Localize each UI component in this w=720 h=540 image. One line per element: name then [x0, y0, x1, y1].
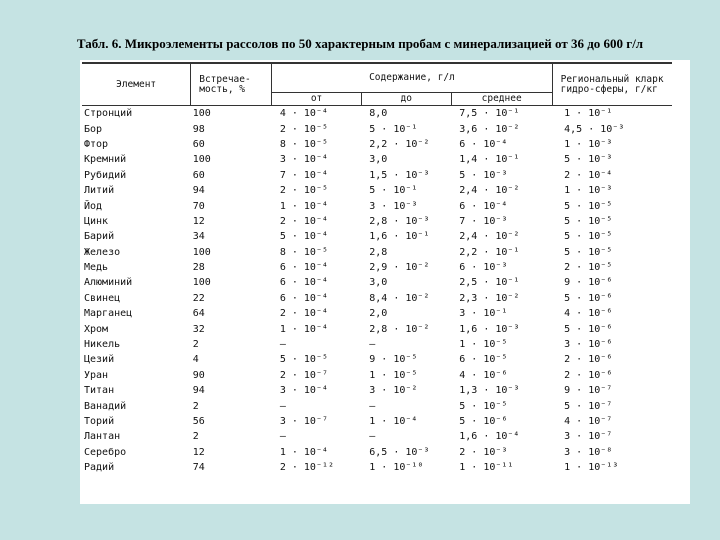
- header-frequency: Встречае-мость, %: [191, 63, 272, 106]
- cell-element: Свинец: [84, 292, 121, 304]
- cell-clarke: 1 · 10⁻¹³: [564, 462, 619, 474]
- cell-element: Медь: [84, 262, 109, 274]
- cell-to: 1 · 10⁻⁴: [369, 416, 418, 427]
- cell-element: Стронций: [84, 108, 133, 120]
- cell-clarke: 5 · 10⁻⁵: [564, 215, 613, 227]
- table-row: [82, 429, 672, 444]
- cell-frequency: 70: [192, 200, 205, 212]
- cell-from: 1 · 10⁻⁴: [279, 323, 328, 335]
- cell-frequency: 4: [192, 354, 199, 366]
- header-to: до: [361, 93, 451, 106]
- cell-element: Рубидий: [84, 169, 127, 181]
- cell-average: 1,3 · 10⁻³: [459, 385, 520, 397]
- cell-average: 5 · 10⁻⁵: [459, 400, 508, 412]
- cell-clarke: 2 · 10⁻⁶: [564, 369, 613, 381]
- table-caption: Табл. 6. Микроэлементы рассолов по 50 характерным пробам с минерализацией от 36 до 600 г/л: [76, 36, 644, 51]
- table-row: [82, 260, 672, 275]
- cell-element: Марганец: [84, 308, 133, 320]
- cell-from: 3 · 10⁻⁷: [279, 416, 328, 427]
- cell-to: 1 · 10⁻⁵: [369, 369, 418, 381]
- table-row: [82, 214, 672, 229]
- cell-clarke: 2 · 10⁻⁴: [564, 169, 613, 181]
- cell-clarke: 9 · 10⁻⁶: [564, 277, 613, 289]
- cell-clarke: 1 · 10⁻¹: [564, 108, 613, 120]
- cell-clarke: 5 · 10⁻⁵: [564, 200, 613, 212]
- microelements-table: [82, 62, 672, 475]
- cell-to: 3 · 10⁻²: [369, 385, 418, 397]
- cell-frequency: 90: [192, 369, 205, 381]
- cell-frequency: 2: [192, 431, 199, 443]
- cell-average: 2,2 · 10⁻¹: [459, 246, 520, 258]
- cell-average: 2,5 · 10⁻¹: [459, 277, 520, 289]
- cell-average: 7,5 · 10⁻¹: [459, 108, 520, 120]
- cell-clarke: 5 · 10⁻³: [564, 154, 613, 166]
- cell-clarke: 5 · 10⁻⁵: [564, 246, 613, 258]
- cell-average: 1,6 · 10⁻³: [459, 323, 520, 335]
- cell-from: 5 · 10⁻⁵: [279, 354, 328, 366]
- cell-average: 1 · 10⁻⁵: [459, 339, 508, 351]
- cell-element: Цезий: [84, 354, 115, 366]
- cell-element: Торий: [84, 416, 115, 427]
- cell-to: —: [369, 431, 376, 443]
- cell-element: Ванадий: [84, 400, 127, 412]
- cell-element: Серебро: [84, 446, 127, 458]
- cell-frequency: 12: [192, 446, 205, 458]
- cell-frequency: 98: [192, 123, 205, 135]
- cell-element: Литий: [84, 185, 115, 197]
- table-row: [82, 275, 672, 290]
- cell-element: Уран: [84, 369, 109, 381]
- cell-from: —: [279, 339, 286, 351]
- cell-element: Алюминий: [84, 277, 133, 289]
- cell-clarke: 2 · 10⁻⁵: [564, 262, 613, 274]
- table-row: [82, 106, 672, 122]
- table-row: [82, 383, 672, 398]
- table-row: [82, 321, 672, 336]
- table-row: [82, 368, 672, 383]
- header-clarke: Региональный кларк гидро-сферы, г/кг: [552, 63, 672, 106]
- cell-from: 6 · 10⁻⁴: [279, 292, 328, 304]
- cell-frequency: 2: [192, 339, 199, 351]
- cell-average: 3 · 10⁻¹: [459, 308, 508, 320]
- cell-clarke: 5 · 10⁻⁶: [564, 323, 613, 335]
- table-row: [82, 183, 672, 198]
- cell-to: 1,6 · 10⁻¹: [369, 231, 430, 243]
- cell-clarke: 3 · 10⁻⁷: [564, 431, 613, 443]
- table-row: [82, 168, 672, 183]
- cell-average: 6 · 10⁻⁵: [459, 354, 508, 366]
- cell-to: 1,5 · 10⁻³: [369, 169, 430, 181]
- cell-to: 2,8: [369, 246, 388, 258]
- header-from: от: [272, 93, 361, 106]
- cell-frequency: 100: [192, 246, 211, 258]
- cell-from: 3 · 10⁻⁴: [279, 385, 328, 397]
- cell-from: —: [279, 431, 286, 443]
- cell-element: Радий: [84, 462, 115, 474]
- cell-to: 2,8 · 10⁻³: [369, 215, 430, 227]
- header-average: среднее: [451, 93, 552, 106]
- cell-frequency: 60: [192, 138, 205, 150]
- table-row: [82, 152, 672, 167]
- cell-average: 6 · 10⁻⁴: [459, 200, 508, 212]
- cell-from: 6 · 10⁻⁴: [279, 262, 328, 274]
- cell-average: 2 · 10⁻³: [459, 446, 508, 458]
- cell-element: Бор: [84, 123, 103, 135]
- cell-frequency: 64: [192, 308, 205, 320]
- cell-to: 3,0: [369, 277, 388, 289]
- cell-to: 8,4 · 10⁻²: [369, 292, 430, 304]
- cell-clarke: 3 · 10⁻⁶: [564, 339, 613, 351]
- cell-average: 5 · 10⁻³: [459, 169, 508, 181]
- cell-to: 5 · 10⁻¹: [369, 123, 418, 135]
- cell-to: 2,2 · 10⁻²: [369, 138, 430, 150]
- cell-clarke: 5 · 10⁻⁵: [564, 231, 613, 243]
- cell-clarke: 4 · 10⁻⁶: [564, 308, 613, 320]
- cell-to: 9 · 10⁻⁵: [369, 354, 418, 366]
- cell-average: 2,4 · 10⁻²: [459, 231, 520, 243]
- cell-to: 2,0: [369, 308, 388, 320]
- table-body: [82, 106, 672, 476]
- cell-to: 3 · 10⁻³: [369, 200, 418, 212]
- cell-clarke: 5 · 10⁻⁷: [564, 400, 613, 412]
- table-scan: [80, 60, 690, 504]
- cell-from: 1 · 10⁻⁴: [279, 446, 328, 458]
- cell-frequency: 2: [192, 400, 199, 412]
- cell-from: 4 · 10⁻⁴: [279, 108, 328, 120]
- cell-from: 7 · 10⁻⁴: [279, 169, 328, 181]
- cell-average: 1 · 10⁻¹¹: [459, 462, 514, 474]
- cell-frequency: 28: [192, 262, 205, 274]
- cell-frequency: 34: [192, 231, 205, 243]
- cell-frequency: 56: [192, 416, 205, 427]
- cell-clarke: 4 · 10⁻⁷: [564, 416, 613, 427]
- cell-to: —: [369, 400, 376, 412]
- cell-from: —: [279, 400, 286, 412]
- cell-element: Цинк: [84, 215, 109, 227]
- cell-average: 2,3 · 10⁻²: [459, 292, 520, 304]
- cell-from: 5 · 10⁻⁴: [279, 231, 328, 243]
- cell-clarke: 4,5 · 10⁻³: [564, 123, 625, 135]
- cell-to: 8,0: [369, 108, 388, 120]
- cell-clarke: 9 · 10⁻⁷: [564, 385, 613, 397]
- cell-element: Лантан: [84, 431, 121, 443]
- cell-from: 2 · 10⁻⁵: [279, 185, 328, 197]
- cell-average: 6 · 10⁻⁴: [459, 138, 508, 150]
- cell-frequency: 32: [192, 323, 205, 335]
- cell-element: Барий: [84, 231, 115, 243]
- cell-clarke: 5 · 10⁻⁶: [564, 292, 613, 304]
- table-row: [82, 229, 672, 244]
- header-element: Элемент: [82, 63, 191, 106]
- cell-from: 2 · 10⁻¹²: [279, 462, 335, 474]
- table-row: [82, 460, 672, 475]
- cell-average: 7 · 10⁻³: [459, 215, 508, 227]
- cell-clarke: 1 · 10⁻³: [564, 185, 613, 197]
- table-row: [82, 137, 672, 152]
- cell-to: 1 · 10⁻¹⁰: [369, 462, 424, 474]
- header-content: Содержание, г/л: [272, 63, 552, 93]
- cell-from: 8 · 10⁻⁵: [279, 138, 328, 150]
- cell-from: 3 · 10⁻⁴: [279, 154, 328, 166]
- cell-average: 1,4 · 10⁻¹: [459, 154, 520, 166]
- cell-from: 1 · 10⁻⁴: [279, 200, 328, 212]
- cell-element: Хром: [84, 323, 109, 335]
- cell-to: —: [369, 339, 376, 351]
- table-row: [82, 352, 672, 367]
- cell-average: 5 · 10⁻⁶: [459, 416, 508, 427]
- cell-to: 3,0: [369, 154, 388, 166]
- cell-element: Железо: [84, 246, 121, 258]
- table-row: [82, 291, 672, 306]
- cell-frequency: 74: [192, 462, 205, 474]
- cell-average: 2,4 · 10⁻²: [459, 185, 520, 197]
- cell-from: 2 · 10⁻⁴: [279, 215, 328, 227]
- cell-to: 6,5 · 10⁻³: [369, 446, 430, 458]
- table-row: [82, 245, 672, 260]
- cell-frequency: 100: [192, 108, 211, 120]
- table-row: [82, 414, 672, 429]
- cell-from: 6 · 10⁻⁴: [279, 277, 328, 289]
- cell-clarke: 3 · 10⁻⁸: [564, 446, 613, 458]
- cell-clarke: 2 · 10⁻⁶: [564, 354, 613, 366]
- cell-frequency: 100: [192, 154, 211, 166]
- cell-average: 3,6 · 10⁻²: [459, 123, 520, 135]
- cell-frequency: 60: [192, 169, 205, 181]
- cell-frequency: 94: [192, 185, 205, 197]
- cell-frequency: 94: [192, 385, 205, 397]
- cell-average: 1,6 · 10⁻⁴: [459, 431, 520, 443]
- cell-frequency: 22: [192, 292, 205, 304]
- cell-element: Йод: [84, 200, 103, 212]
- cell-average: 4 · 10⁻⁶: [459, 369, 508, 381]
- table-row: [82, 337, 672, 352]
- table-row: [82, 398, 672, 413]
- cell-to: 2,9 · 10⁻²: [369, 262, 430, 274]
- cell-frequency: 12: [192, 215, 205, 227]
- cell-to: 5 · 10⁻¹: [369, 185, 418, 197]
- table-row: [82, 198, 672, 213]
- table-row: [82, 306, 672, 321]
- cell-element: Никель: [84, 339, 121, 351]
- cell-element: Кремний: [84, 154, 127, 166]
- cell-clarke: 1 · 10⁻³: [564, 138, 613, 150]
- cell-from: 2 · 10⁻⁷: [279, 369, 328, 381]
- cell-from: 2 · 10⁻⁵: [279, 123, 328, 135]
- cell-element: Титан: [84, 385, 115, 397]
- cell-average: 6 · 10⁻³: [459, 262, 508, 274]
- table-row: [82, 445, 672, 460]
- table-row: [82, 121, 672, 136]
- cell-from: 8 · 10⁻⁵: [279, 246, 328, 258]
- cell-from: 2 · 10⁻⁴: [279, 308, 328, 320]
- cell-element: Фтор: [84, 138, 109, 150]
- cell-to: 2,8 · 10⁻²: [369, 323, 430, 335]
- cell-frequency: 100: [192, 277, 211, 289]
